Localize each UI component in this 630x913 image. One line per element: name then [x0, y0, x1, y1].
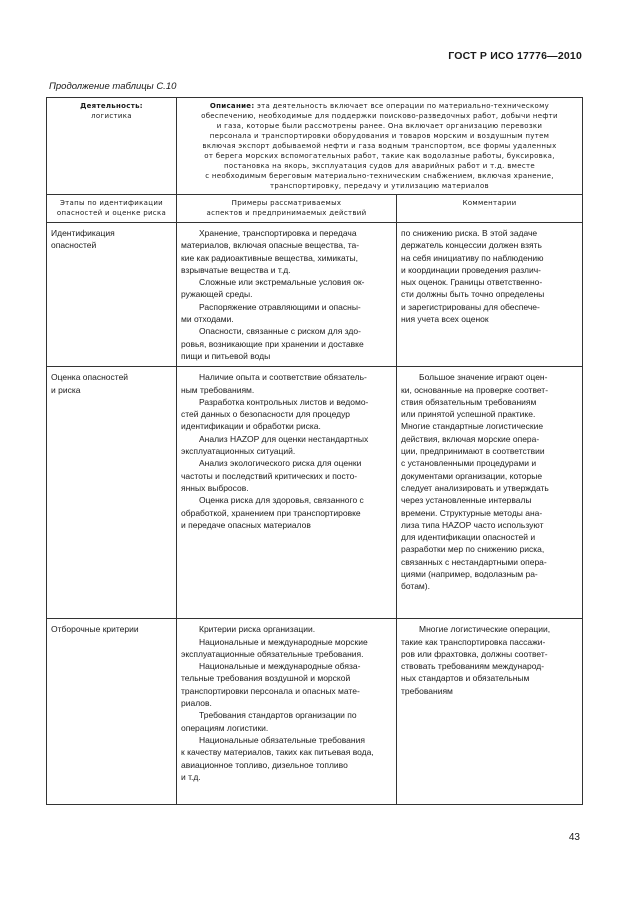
- comment-line: с установленными процедурами и: [401, 458, 537, 469]
- comment-line: ции, предпринимают в соответствии: [401, 446, 545, 457]
- description-line: включая экспорт добываемой нефти и газа водным транспортом, все формы удаленных: [202, 142, 557, 150]
- comment-line: ров или фрахтовка, должны соответ-: [401, 648, 548, 659]
- comments-cell: [397, 367, 583, 619]
- description-line: эта деятельность включает все операции по материально-техническому: [254, 102, 550, 110]
- comment-line: и зарегистрированы для обеспече-: [401, 301, 540, 312]
- example-line: материалов, включая опасные вещества, та-: [181, 240, 360, 251]
- stage-cell: [47, 223, 177, 367]
- table-row-hazard-identification: [47, 223, 583, 367]
- comment-line: действия, включая морские опера-: [401, 433, 540, 444]
- page-number: 43: [568, 832, 580, 843]
- example-line: тельные требования воздушной и морской: [181, 673, 351, 684]
- column-header-row: [47, 195, 583, 223]
- example-line: Требования стандартов организации по: [199, 710, 357, 721]
- table-continuation-caption: Продолжение таблицы С.10: [49, 81, 177, 92]
- example-line: ровья, возникающие при хранении и доставке: [181, 338, 364, 349]
- description-line: персонала и транспортировки оборудования и товаров морским и воздушным путем: [209, 132, 550, 140]
- example-line: Хранение, транспортировка и передача: [199, 228, 357, 238]
- comment-line: или принятой успешной практике.: [401, 409, 536, 420]
- example-line: эксплуатационных ситуаций.: [181, 446, 296, 457]
- comment-line: сти должны быть точно определены: [401, 289, 545, 300]
- activity-label: Деятельность:: [80, 102, 143, 110]
- example-line: к качеству материалов, таких как питьевая вода,: [181, 747, 374, 758]
- table-row-risk-assessment: [47, 367, 583, 619]
- description-line: с необходимым береговым материально-техническим снабжением, включая хранение,: [205, 172, 554, 180]
- example-line: Оценка риска для здоровья, связанного с: [199, 495, 364, 506]
- column-header-stages: Этапы по идентификации опасностей и оценке риска: [47, 195, 177, 223]
- stage-cell: [47, 619, 177, 805]
- example-line: эксплуатационные обязательные требования.: [181, 648, 364, 659]
- activity-cell: [47, 98, 177, 195]
- example-line: Национальные и международные морские: [199, 636, 368, 647]
- stage-cell: [47, 367, 177, 619]
- example-line: Сложные или экстремальные условия ок-: [199, 277, 365, 288]
- example-line: частоты и последствий критических и посто-: [181, 470, 358, 481]
- description-line: обеспечению, необходимые для поддержки поисково-разведочных работ, добычи нефти: [201, 112, 558, 120]
- stage-label: и риска: [51, 384, 81, 395]
- comment-line: разработки мер по снижению риска,: [401, 544, 545, 555]
- example-line: Опасности, связанные с риском для здо-: [199, 326, 361, 337]
- example-line: ми отходами.: [181, 314, 234, 325]
- description-line: транспортировку, передачу и утилизацию материалов: [270, 182, 489, 190]
- stage-label: опасностей: [51, 240, 97, 251]
- example-line: Распоряжение отравляющими и опасны-: [199, 301, 361, 312]
- example-line: Анализ экологического риска для оценки: [199, 458, 362, 469]
- examples-cell: [177, 367, 397, 619]
- examples-cell: [177, 619, 397, 805]
- risk-table: [46, 97, 583, 805]
- comment-line: Многие стандартные логистические: [401, 421, 544, 432]
- comment-line: ных оценок. Границы ответственно-: [401, 277, 543, 288]
- example-line: Разработка контрольных листов и ведомо-: [199, 396, 369, 407]
- column-header-comments: Комментарии: [397, 195, 583, 223]
- description-label: Описание:: [209, 102, 255, 110]
- example-line: Анализ HAZOP для оценки нестандартных: [199, 433, 369, 444]
- table-row-screening-criteria: [47, 619, 583, 805]
- example-line: Наличие опыта и соответствие обязатель-: [199, 372, 367, 383]
- example-line: ружающей среды.: [181, 289, 253, 300]
- comment-line: следует анализировать и утверждать: [401, 482, 549, 493]
- comment-line: ных стандартов и обязательным: [401, 673, 530, 684]
- example-line: транспортировки персонала и опасных мате-: [181, 685, 360, 696]
- example-line: стей данных о безопасности для процедур: [181, 409, 350, 420]
- comment-line: лиза типа HAZOP часто используют: [401, 519, 544, 530]
- example-line: Критерии риска организации.: [199, 624, 316, 635]
- description-cell: [177, 98, 583, 195]
- comment-line: для идентификации опасностей и: [401, 532, 536, 543]
- comment-line: такие как транспортировка пассажи-: [401, 636, 546, 647]
- example-line: и т.д.: [181, 771, 201, 782]
- comment-line: времени. Структурные методы ана-: [401, 507, 543, 518]
- comment-line: и координации проведения различ-: [401, 264, 542, 275]
- example-line: Национальные обязательные требования: [199, 734, 365, 745]
- example-line: обработкой, хранением при транспортировке: [181, 507, 361, 518]
- comment-line: ботам).: [401, 581, 430, 592]
- stage-label: Идентификация: [51, 228, 115, 238]
- description-line: и газа, которые были рассмотрены ранее. Она включает организацию перевозки: [216, 122, 543, 130]
- comment-line: Большое значение играют оцен-: [419, 372, 548, 383]
- example-line: операциям логистики.: [181, 722, 269, 733]
- activity-description-row: [47, 98, 583, 195]
- comment-line: ствовать требованиям международ-: [401, 661, 545, 672]
- comment-line: по снижению риска. В этой задаче: [401, 228, 538, 238]
- example-line: ным требованиям.: [181, 384, 255, 395]
- comments-cell: [397, 619, 583, 805]
- example-line: Национальные и международные обяза-: [199, 661, 361, 672]
- example-line: пищи и питьевой воды: [181, 350, 271, 361]
- comment-line: требованиям: [401, 685, 453, 696]
- example-line: идентификации и обработки риска.: [181, 421, 321, 432]
- example-line: взрывчатые вещества и т.д.: [181, 264, 291, 275]
- description-line: постановка на якорь, эксплуатация судов для аварийных работ и т.д. вместе: [224, 162, 535, 170]
- example-line: янных выбросов.: [181, 482, 249, 493]
- comment-line: на себя инициативу по наблюдению: [401, 252, 544, 263]
- example-line: риалов.: [181, 698, 212, 709]
- comment-line: через установленные интервалы: [401, 495, 532, 506]
- example-line: и передаче опасных материалов: [181, 519, 311, 530]
- comment-line: связанных с нестандартными опера-: [401, 556, 547, 567]
- standard-code: ГОСТ Р ИСО 17776—2010: [448, 50, 582, 62]
- example-line: авиационное топливо, дизельное топливо: [181, 759, 348, 770]
- comments-cell: [397, 223, 583, 367]
- column-header-examples: Примеры рассматриваемых аспектов и предпринимаемых действий: [177, 195, 397, 223]
- activity-value: логистика: [91, 112, 132, 120]
- examples-cell: [177, 223, 397, 367]
- comment-line: документами организации, которые: [401, 470, 543, 481]
- comment-line: держатель концессии должен взять: [401, 240, 542, 251]
- comment-line: ствия обязательным требованиям: [401, 396, 537, 407]
- comment-line: Многие логистические операции,: [419, 624, 551, 635]
- stage-label: Оценка опасностей: [51, 372, 129, 383]
- example-line: кие как радиоактивные вещества, химикаты,: [181, 252, 358, 263]
- comment-line: ния учета всех оценок: [401, 314, 489, 325]
- comment-line: ки, основанные на проверке соответ-: [401, 384, 549, 395]
- description-line: от берега морских вспомогательных работ, такие как водолазные работы, буксировка,: [204, 152, 555, 160]
- stage-label: Отборочные критерии: [51, 624, 139, 635]
- comment-line: циями (например, водолазным ра-: [401, 569, 538, 580]
